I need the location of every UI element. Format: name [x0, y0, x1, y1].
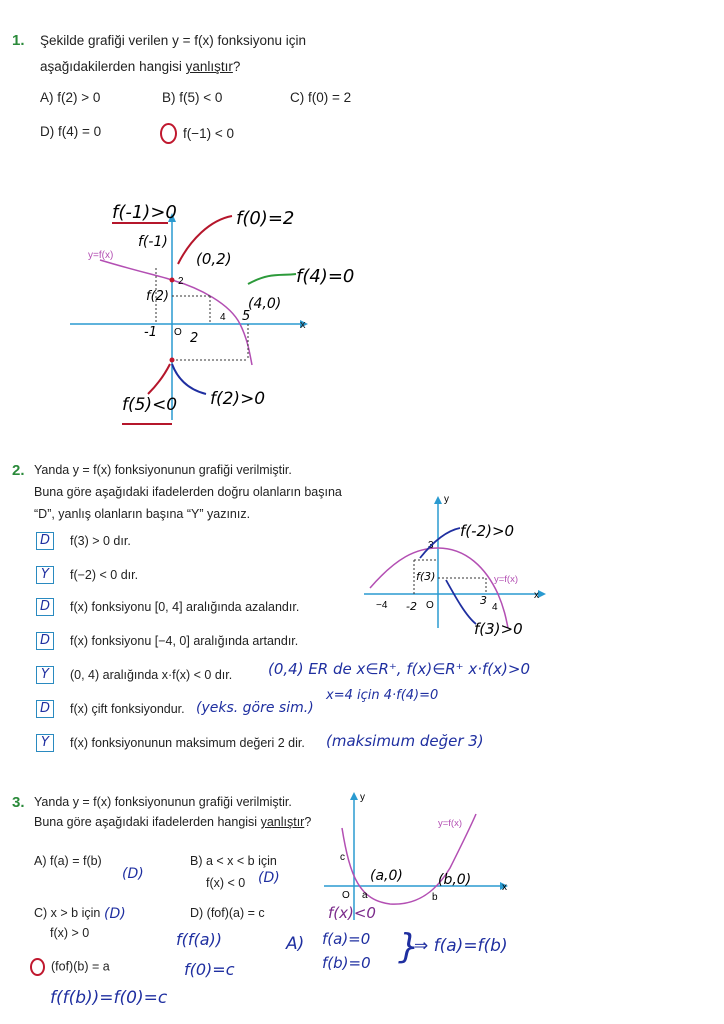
q1-note-fm1: f(-1)	[138, 234, 168, 250]
q3-option-e-circle-mark	[30, 958, 45, 976]
q1-note-f4-eq0: f(4)=0	[296, 266, 355, 287]
q1-tick-4: 4	[220, 312, 226, 323]
q3-option-a[interactable]: A) f(a) = f(b)	[34, 854, 102, 868]
q2-note-f3b: f(3)>0	[474, 620, 523, 638]
q1-text-line2: aşağıdakilerden hangisi yanlıştır?	[40, 59, 241, 74]
q3-option-d-note2: f(0)=c	[184, 960, 235, 979]
q1-note-f2: f(2)	[146, 289, 169, 304]
q2-item6-note-b: x=4 için 4·f(4)=0	[326, 688, 439, 703]
q2-note-fm2: f(-2)>0	[460, 522, 515, 540]
q2-y-label: y	[444, 494, 449, 505]
q3-x-label: x	[502, 882, 507, 893]
q3-option-e-note: f(f(b))=f(0)=c	[50, 988, 168, 1008]
q3-option-b-line2: f(x) < 0	[206, 876, 246, 890]
q2-x-label: x	[534, 590, 539, 601]
q2-item2-mark[interactable]: Y	[36, 566, 54, 584]
q3-y-label: y	[360, 792, 365, 803]
q3-option-d-note1: f(f(a))	[176, 930, 223, 949]
q3-note-fx: f(x)<0	[328, 904, 376, 922]
q1-option-e-circle-mark	[160, 123, 177, 144]
q1-note-2: 2	[190, 331, 199, 346]
q3-note-a-brace: }	[398, 927, 420, 967]
q2-item4-text: f(x) fonksiyonu [−4, 0] aralığında artandır.	[70, 634, 299, 648]
q2-number: 2.	[12, 462, 25, 479]
q3-curve-label: y=f(x)	[438, 818, 463, 829]
q3-note-a-label: A)	[286, 934, 305, 954]
q2-item7-mark[interactable]: Y	[36, 734, 54, 752]
q3-tick-c: c	[340, 852, 345, 863]
q1-number: 1.	[12, 32, 25, 49]
q2-note-m2: -2	[406, 600, 417, 613]
q3-option-a-note: (D)	[122, 866, 144, 882]
q3-number: 3.	[12, 794, 25, 811]
q3-option-e[interactable]: (fof)(b) = a	[30, 958, 110, 976]
q2-curve-label: y=f(x)	[494, 574, 519, 585]
q3-note-b0: (b,0)	[438, 872, 472, 888]
q1-curve-label: y=f(x)	[88, 250, 114, 261]
q3-note-a-sys1: f(a)=0	[322, 930, 371, 948]
q1-note-m1: -1	[144, 325, 157, 340]
q3-text-line1: Yanda y = f(x) fonksiyonunun grafiği verilmiştir.	[34, 795, 292, 809]
q2-item4-mark[interactable]: D	[36, 632, 54, 650]
q3-option-c-note: (D)	[104, 906, 126, 922]
q1-option-d[interactable]: D) f(4) = 0	[40, 124, 102, 139]
q2-item6-note-a: (yeks. göre sim.)	[196, 700, 314, 716]
q1-note-f5-lt0: f(5)<0	[122, 395, 178, 415]
q2-tick-4: 4	[492, 602, 498, 613]
q1-text-line1: Şekilde grafiği verilen y = f(x) fonksiyonu için	[40, 33, 306, 48]
q2-note-f3: f(3)	[416, 570, 436, 583]
q3-option-b-line1[interactable]: B) a < x < b için	[190, 854, 277, 868]
q1-option-a[interactable]: A) f(2) > 0	[40, 90, 101, 105]
q1-option-e[interactable]: f(−1) < 0	[160, 124, 234, 145]
q1-note-40: (4,0)	[248, 296, 282, 312]
q2-item5-note: (0,4) ER de x∈R⁺, f(x)∈R⁺ x·f(x)>0	[268, 660, 530, 678]
q3-origin: O	[342, 890, 350, 901]
q1-x-label: x	[300, 319, 306, 331]
q2-item7-note: (maksimum değer 3)	[326, 732, 484, 750]
q3-tick-a: a	[362, 890, 368, 901]
q3-tick-b: b	[432, 892, 438, 903]
q1-graph	[60, 180, 420, 430]
q2-item5-text: (0, 4) aralığında x·f(x) < 0 dır.	[70, 668, 233, 682]
q2-note-3: 3	[480, 594, 487, 607]
q1-tick-2: 2	[178, 276, 184, 287]
q2-text-line3: “D”, yanlış olanların başına “Y” yazınız.	[34, 507, 251, 521]
q1-note-f0-eq2: f(0)=2	[236, 208, 295, 229]
q3-option-c-line1[interactable]: C) x > b için	[34, 906, 101, 920]
q2-tick-m4: −4	[376, 600, 388, 611]
q3-graph	[320, 788, 520, 928]
q1-origin: O	[174, 327, 182, 338]
q2-tick-3: 3	[428, 540, 434, 551]
q3-option-c-line2: f(x) > 0	[50, 926, 90, 940]
q2-item6-mark[interactable]: D	[36, 700, 54, 718]
q2-text-line2: Buna göre aşağıdaki ifadelerden doğru olanların başına	[34, 485, 342, 499]
q1-note-f2-gt0: f(2)>0	[210, 389, 266, 409]
q3-option-b-note: (D)	[258, 870, 280, 886]
q2-item7-text: f(x) fonksiyonunun maksimum değeri 2 dir.	[70, 736, 305, 750]
q1-option-c[interactable]: C) f(0) = 2	[290, 90, 352, 105]
q1-note-fm1-gt0: f(-1)>0	[112, 202, 177, 223]
q2-item2-text: f(−2) < 0 dır.	[70, 568, 139, 582]
q1-option-b[interactable]: B) f(5) < 0	[162, 90, 223, 105]
q2-item1-text: f(3) > 0 dır.	[70, 534, 131, 548]
q1-note-5: 5	[242, 309, 251, 324]
q2-item3-mark[interactable]: D	[36, 598, 54, 616]
q2-item5-mark[interactable]: Y	[36, 666, 54, 684]
q1-note-02: (0,2)	[196, 250, 232, 268]
q3-option-d[interactable]: D) (fof)(a) = c	[190, 906, 265, 920]
q2-graph	[356, 488, 556, 638]
q2-origin: O	[426, 600, 434, 611]
q3-text-line2: Buna göre aşağıdaki ifadelerden hangisi yanlıştır?	[34, 815, 312, 829]
q3-note-a0: (a,0)	[370, 868, 403, 884]
q2-item3-text: f(x) fonksiyonu [0, 4] aralığında azalandır.	[70, 600, 300, 614]
q2-item6-text: f(x) çift fonksiyondur.	[70, 702, 185, 716]
q2-text-line1: Yanda y = f(x) fonksiyonunun grafiği verilmiştir.	[34, 463, 292, 477]
q2-item1-mark[interactable]: D	[36, 532, 54, 550]
q3-note-a-sys2: f(b)=0	[322, 954, 371, 972]
q3-note-a-result: ⇒ f(a)=f(b)	[414, 936, 508, 956]
